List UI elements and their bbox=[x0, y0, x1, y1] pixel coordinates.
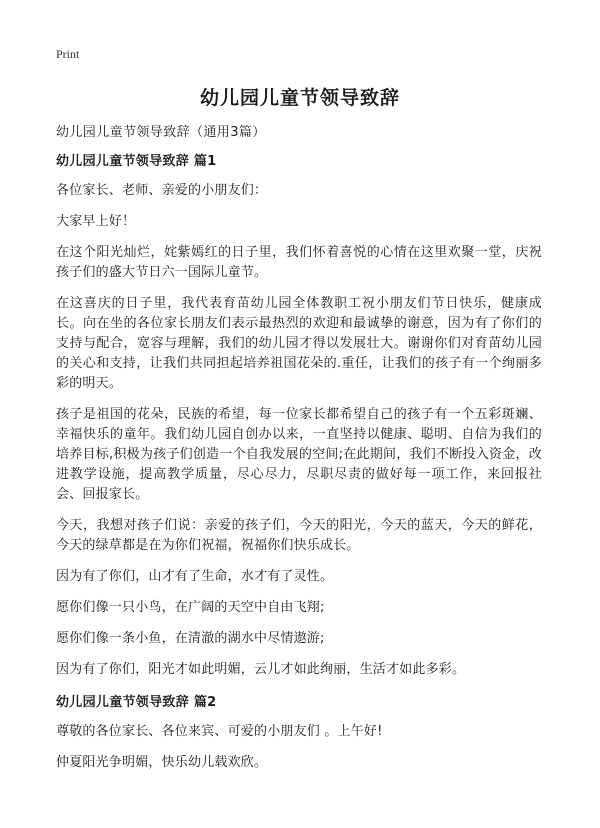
paragraph: 各位家长、老师、亲爱的小朋友们： bbox=[56, 183, 268, 198]
section-heading: 幼儿园儿童节领导致辞 篇1 bbox=[56, 154, 217, 169]
paragraph: 孩子是祖国的花朵，民族的希望，每一位家长都希望自己的孩子有一个五彩斑斓、幸福快乐的童年。我们幼儿园自创办以来，一直坚持以健康、聪明、自信为我们的培养目标,积极为孩子们创造一个自我发展的空间;在此期间，我们不断投入资金，改进教学设施，提高教学质量，尽心尽力，尽职尽责的做好每一项工作，来回报社会、回报家长。 bbox=[56, 407, 542, 502]
paragraph: 因为有了你们，阳光才如此明媚，云儿才如此绚丽，生活才如此多彩。 bbox=[56, 662, 466, 677]
paragraph: 因为有了你们，山才有了生命，水才有了灵性。 bbox=[56, 569, 334, 584]
section-1 bbox=[56, 150, 542, 680]
paragraph: 在这喜庆的日子里，我代表育苗幼儿园全体教职工祝小朋友们节日快乐，健康成长。向在坐的各位家长朋友们表示最热烈的欢迎和最诚挚的谢意，因为有了你们的支持与配合，宽容与理解，我们的幼儿园才得以发展壮大。谢谢你们对育苗幼儿园的关心和支持，让我们共同担起培养祖国花朵的.重任，让我们的孩子有一个绚丽多彩的明天。 bbox=[56, 296, 542, 391]
paragraph: 今天，我想对孩子们说：亲爱的孩子们，今天的阳光，今天的蓝天，今天的鲜花，今天的绿草都是在为你们祝福，祝福你们快乐成长。 bbox=[56, 518, 542, 553]
section-heading: 幼儿园儿童节领导致辞 篇2 bbox=[56, 695, 217, 710]
paragraph: 尊敬的各位家长、各位来宾、可爱的小朋友们 。上午好! bbox=[56, 724, 383, 739]
section-2 bbox=[56, 691, 542, 773]
document-body bbox=[56, 150, 542, 784]
paragraph: 愿你们像一只小鸟，在广阔的天空中自由飞翔; bbox=[56, 600, 325, 615]
document-subtitle: 幼儿园儿童节领导致辞（通用3篇） bbox=[56, 125, 266, 140]
paragraph: 大家早上好！ bbox=[56, 214, 136, 229]
paragraph: 仲夏阳光争明媚，快乐幼儿载欢欣。 bbox=[56, 755, 268, 770]
paragraph: 在这个阳光灿烂，姹紫嫣红的日子里，我们怀着喜悦的心情在这里欢聚一堂，庆祝孩子们的盛大节日六一国际儿童节。 bbox=[56, 245, 542, 280]
paragraph: 愿你们像一条小鱼，在清澈的湖水中尽情遨游; bbox=[56, 631, 325, 646]
print-label[interactable]: Print bbox=[56, 47, 80, 61]
page-title: 幼儿园儿童节领导致辞 bbox=[199, 87, 400, 109]
